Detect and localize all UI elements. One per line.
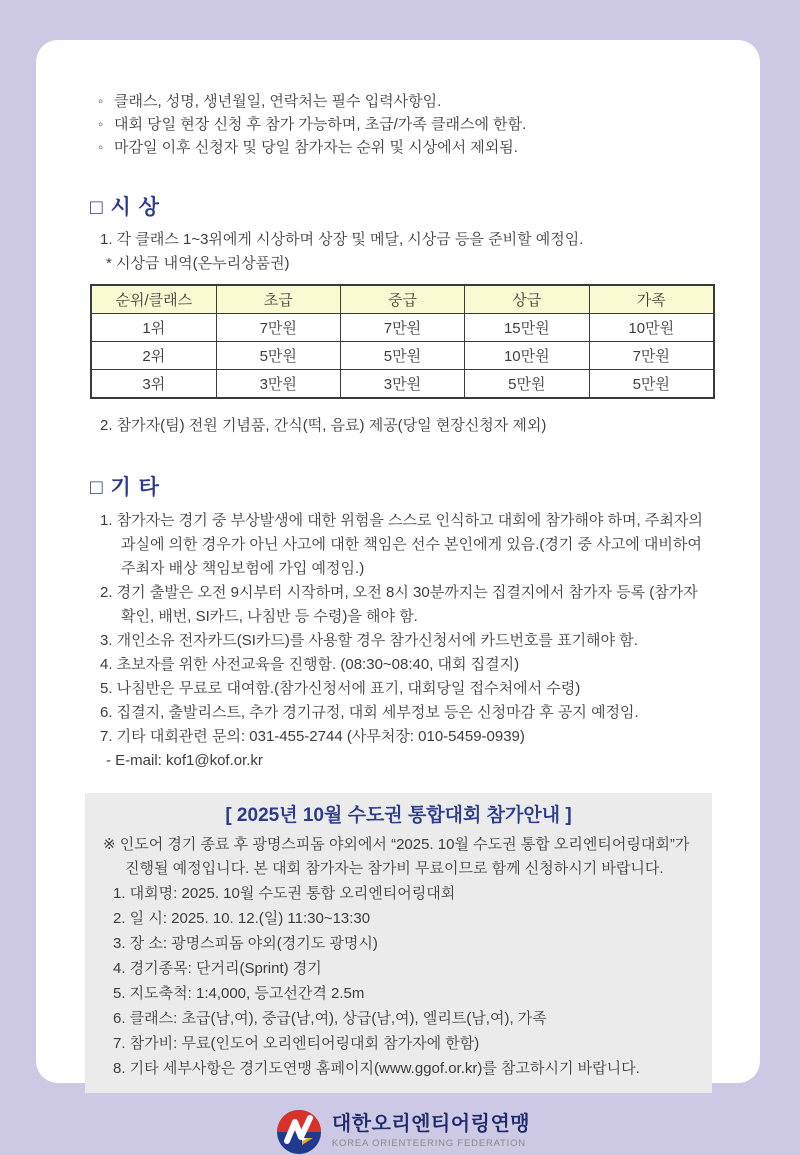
prize-table: [90, 284, 715, 399]
kof-emblem-icon: [276, 1109, 322, 1155]
prize-col-header: 상급: [465, 285, 589, 314]
federation-name: [332, 1113, 530, 1151]
intro-bullets: [90, 90, 716, 159]
prize-col-header: 중급: [340, 285, 464, 314]
intro-bullet: [98, 90, 716, 113]
award-item-1: 1. 각 클래스 1~3위에게 시상하며 상장 및 메달, 시상금 등을 준비할 예정임.: [100, 231, 584, 248]
ring-bullet-icon: ◦: [98, 116, 104, 133]
intro-bullet: [98, 113, 716, 136]
prize-cell: 2위: [91, 342, 216, 370]
prize-table-header-row: [91, 285, 714, 314]
notice-item: 4. 경기종목: 단거리(Sprint) 경기: [113, 960, 322, 977]
prize-cell: 10만원: [589, 314, 714, 342]
prize-cell: 5만원: [216, 342, 340, 370]
prize-col-header: 순위/클래스: [91, 285, 216, 314]
notice-item: 1. 대회명: 2025. 10월 수도권 통합 오리엔티어링대회: [113, 885, 456, 902]
etc-item: 3. 개인소유 전자카드(SI카드)를 사용할 경우 참가신청서에 카드번호를 표기해야 함.: [100, 632, 638, 649]
prize-cell: 10만원: [465, 342, 589, 370]
prize-cell: 3위: [91, 370, 216, 399]
etc-list: [90, 509, 716, 773]
october-event-notice-box: [85, 793, 712, 1093]
notice-title: [ 2025년 10월 수도권 통합대회 참가안내 ]: [225, 805, 572, 826]
etc-item: 2. 경기 출발은 오전 9시부터 시작하며, 오전 8시 30분까지는 집결지에서 참가자 등록 (참가자 확인, 배번, SI카드, 나침반 등 수령)을 해야 함.: [100, 584, 698, 625]
ring-bullet-icon: ◦: [98, 139, 104, 156]
prize-col-header: 가족: [589, 285, 714, 314]
intro-bullet-text: 대회 당일 현장 신청 후 참가 가능하며, 초급/가족 클래스에 한함.: [114, 116, 527, 133]
etc-item: 4. 초보자를 위한 사전교육을 진행함. (08:30~08:40, 대회 집결지): [100, 656, 520, 673]
notice-item: 3. 장 소: 광명스피돔 야외(경기도 광명시): [113, 935, 378, 952]
prize-cell: 5만원: [465, 370, 589, 399]
notice-item: 2. 일 시: 2025. 10. 12.(일) 11:30~13:30: [113, 910, 371, 927]
award-section-heading: □ 시 상: [90, 196, 160, 219]
award-item-2: 2. 참가자(팀) 전원 기념품, 간식(떡, 음료) 제공(당일 현장신청자 제외): [100, 417, 547, 434]
prize-cell: 7만원: [340, 314, 464, 342]
prize-cell: 5만원: [340, 342, 464, 370]
prize-cell: 3만원: [340, 370, 464, 399]
prize-cell: 15만원: [465, 314, 589, 342]
prize-table-row: [91, 314, 714, 342]
federation-name-korean: 대한오리엔티어링연맹: [331, 1113, 531, 1135]
notice-item: 7. 참가비: 무료(인도어 오리엔티어링대회 참가자에 한함): [113, 1035, 480, 1052]
prize-cell: 7만원: [216, 314, 340, 342]
prize-cell: 3만원: [216, 370, 340, 399]
document-sheet: [36, 40, 760, 1149]
notice-item: 5. 지도축척: 1:4,000, 등고선간격 2.5m: [113, 985, 365, 1002]
federation-logo: [90, 1109, 716, 1155]
prize-table-row: [91, 342, 714, 370]
prize-note: * 시상금 내역(온누리상품권): [106, 255, 290, 272]
intro-bullet-text: 클래스, 성명, 생년월일, 연락처는 필수 입력사항임.: [114, 93, 442, 110]
etc-item: 1. 참가자는 경기 중 부상발생에 대한 위험을 스스로 인식하고 대회에 참가해야 하며, 주최자의 과실에 의한 경우가 아닌 사고에 대한 책임은 선수 본인에게 있음.(경기 중 사고에 대비하여 주최자 배상 책임보험에 가입 예정임.): [100, 512, 703, 577]
prize-cell: 7만원: [589, 342, 714, 370]
etc-section-heading: □ 기 타: [90, 476, 160, 499]
notice-intro: ※ 인도어 경기 종료 후 광명스피돔 야외에서 “2025. 10월 수도권 통합 오리엔티어링대회”가 진행될 예정입니다. 본 대회 참가자는 참가비 무료이므로 함께 신청하시기 바랍니다.: [103, 836, 690, 877]
prize-table-row: [91, 370, 714, 399]
notice-item: 8. 기타 세부사항은 경기도연맹 홈페이지(www.ggof.or.kr)를 참고하시기 바랍니다.: [113, 1060, 640, 1077]
ring-bullet-icon: ◦: [98, 93, 104, 110]
intro-bullet-text: 마감일 이후 신청자 및 당일 참가자는 순위 및 시상에서 제외됨.: [114, 139, 518, 156]
etc-item: 7. 기타 대회관련 문의: 031-455-2744 (사무처장: 010-5459-0939): [100, 728, 525, 745]
intro-bullet: [98, 136, 716, 159]
prize-cell: 5만원: [589, 370, 714, 399]
prize-col-header: 초급: [216, 285, 340, 314]
contact-email: - E-mail: kof1@kof.or.kr: [106, 752, 263, 769]
etc-item: 6. 집결지, 출발리스트, 추가 경기규정, 대회 세부정보 등은 신청마감 후 공지 예정임.: [100, 704, 639, 721]
federation-name-english: KOREA ORIENTEERING FEDERATION: [331, 1138, 526, 1149]
prize-cell: 1위: [91, 314, 216, 342]
notice-item: 6. 클래스: 초급(남,여), 중급(남,여), 상급(남,여), 엘리트(남,여), 가족: [113, 1010, 547, 1027]
etc-item: 5. 나침반은 무료로 대여함.(참가신청서에 표기, 대회당일 접수처에서 수령): [100, 680, 581, 697]
